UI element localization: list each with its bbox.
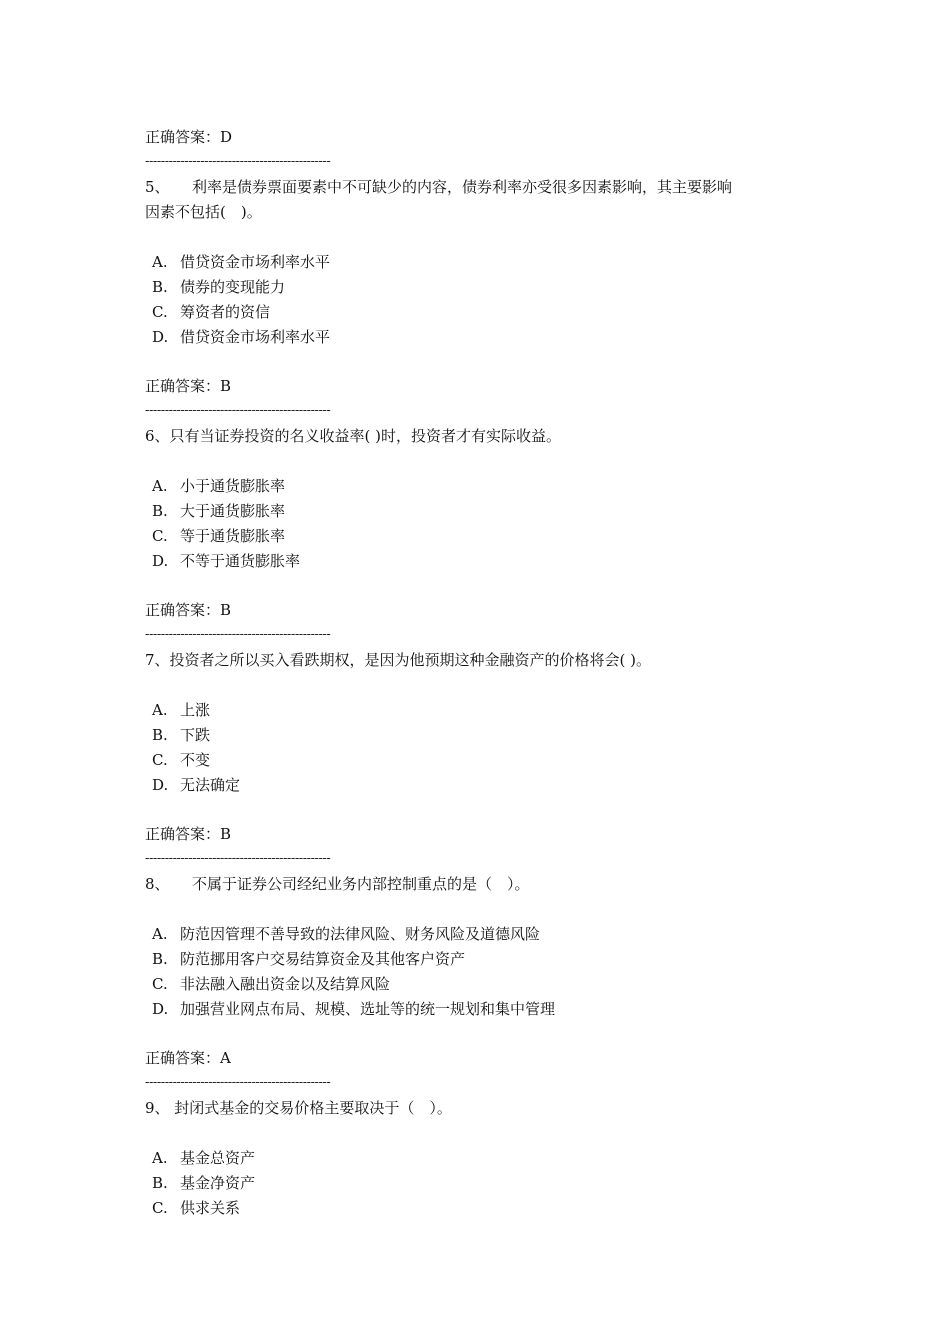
option-item [152, 750, 210, 770]
option-letter: C. [152, 303, 168, 321]
separator-line: ----------------------------------------------- [145, 403, 331, 418]
option-letter: A. [152, 253, 168, 271]
option-text: 加强营业网点布局、规模、选址等的统一规划和集中管理 [180, 1000, 556, 1018]
question-text: 6、只有当证券投资的名义收益率( )时，投资者才有实际收益。 [145, 427, 562, 445]
option-letter: C. [152, 527, 168, 545]
option-letter: A. [152, 925, 168, 943]
option-letter: C. [152, 1199, 168, 1217]
option-letter: D. [152, 328, 169, 346]
option-item [152, 277, 285, 297]
option-text: 大于通货膨胀率 [180, 502, 286, 520]
option-letter: B. [152, 726, 168, 744]
option-text: 不变 [180, 751, 211, 769]
option-item [152, 700, 210, 720]
answer-text: 正确答案：D [145, 128, 233, 146]
option-text: 基金净资产 [180, 1174, 256, 1192]
option-text: 筹资者的资信 [180, 303, 271, 321]
option-text: 非法融入融出资金以及结算风险 [180, 975, 391, 993]
option-item [152, 725, 210, 745]
option-text: 等于通货膨胀率 [180, 527, 286, 545]
option-letter: B. [152, 502, 168, 520]
option-text: 上涨 [180, 701, 211, 719]
option-item [152, 1173, 255, 1193]
option-item [152, 302, 270, 322]
question-text: 因素不包括( )。 [145, 203, 262, 221]
option-item [152, 999, 555, 1019]
separator-line: ----------------------------------------------- [145, 154, 331, 169]
option-item [152, 551, 300, 571]
option-text: 小于通货膨胀率 [180, 477, 286, 495]
answer-text: 正确答案：B [145, 601, 232, 619]
question-text: 7、投资者之所以买入看跌期权，是因为他预期这种金融资产的价格将会( )。 [145, 651, 652, 669]
option-letter: B. [152, 278, 168, 296]
option-item [152, 526, 285, 546]
option-item [152, 1148, 255, 1168]
option-text: 防范因管理不善导致的法律风险、财务风险及道德风险 [180, 925, 541, 943]
option-text: 基金总资产 [180, 1149, 256, 1167]
option-item [152, 501, 285, 521]
option-item [152, 924, 540, 944]
option-text: 无法确定 [180, 776, 241, 794]
option-item [152, 775, 240, 795]
option-text: 债券的变现能力 [180, 278, 286, 296]
answer-text: 正确答案：A [145, 1049, 231, 1067]
option-text: 供求关系 [180, 1199, 241, 1217]
answer-text: 正确答案：B [145, 825, 232, 843]
option-item [152, 476, 285, 496]
question-text: 9、 封闭式基金的交易价格主要取决于（ ）。 [145, 1099, 452, 1117]
option-letter: D. [152, 776, 169, 794]
option-letter: C. [152, 975, 168, 993]
separator-line: ----------------------------------------------- [145, 851, 331, 866]
answer-text: 正确答案：B [145, 377, 232, 395]
option-letter: D. [152, 1000, 169, 1018]
option-item [152, 974, 390, 994]
option-letter: B. [152, 1174, 168, 1192]
option-text: 借贷资金市场利率水平 [180, 328, 331, 346]
option-letter: C. [152, 751, 168, 769]
option-letter: A. [152, 477, 168, 495]
option-text: 借贷资金市场利率水平 [180, 253, 331, 271]
option-text: 防范挪用客户交易结算资金及其他客户资产 [180, 950, 466, 968]
option-letter: D. [152, 552, 169, 570]
option-letter: B. [152, 950, 168, 968]
separator-line: ----------------------------------------------- [145, 1075, 331, 1090]
option-letter: A. [152, 1149, 168, 1167]
option-text: 下跌 [180, 726, 211, 744]
separator-line: ----------------------------------------------- [145, 627, 331, 642]
option-item [152, 252, 330, 272]
option-item [152, 327, 330, 347]
question-text: 8、 不属于证券公司经纪业务内部控制重点的是（ ）。 [145, 875, 530, 893]
option-letter: A. [152, 701, 168, 719]
option-text: 不等于通货膨胀率 [180, 552, 301, 570]
option-item [152, 1198, 240, 1218]
question-text: 5、 利率是债券票面要素中不可缺少的内容，债券利率亦受很多因素影响，其主要影响 [145, 178, 733, 196]
option-item [152, 949, 465, 969]
